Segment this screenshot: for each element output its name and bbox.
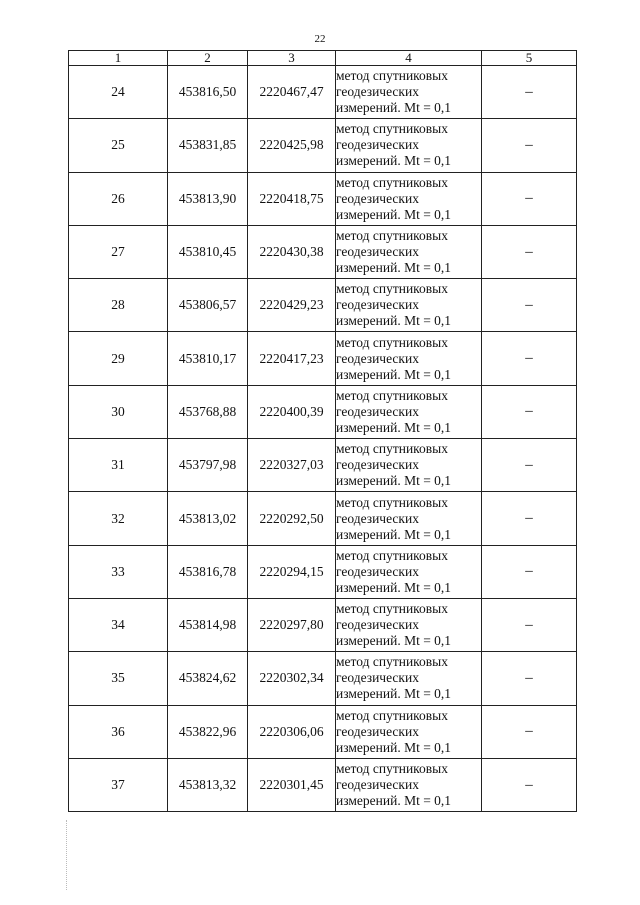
point-number-cell: 37 bbox=[69, 758, 168, 811]
table-row bbox=[69, 172, 577, 225]
method-line: геодезических bbox=[336, 244, 419, 260]
table-row bbox=[69, 332, 577, 385]
method-line: измерений. Mt = 0,1 bbox=[336, 366, 452, 382]
method-line: геодезических bbox=[336, 297, 419, 313]
column-5-cell: – bbox=[482, 705, 577, 758]
method-line: геодезических bbox=[336, 403, 419, 419]
column-5-cell: – bbox=[482, 652, 577, 705]
method-cell bbox=[336, 385, 482, 438]
table-row bbox=[69, 119, 577, 172]
table-row bbox=[69, 652, 577, 705]
method-line: геодезических bbox=[336, 350, 419, 366]
method-cell bbox=[336, 492, 482, 545]
y-coordinate-cell: 2220292,50 bbox=[248, 492, 336, 545]
point-number-cell: 24 bbox=[69, 66, 168, 119]
method-line: измерений. Mt = 0,1 bbox=[336, 313, 452, 329]
method-line: метод спутниковых bbox=[336, 441, 448, 457]
method-line: метод спутниковых bbox=[336, 601, 448, 617]
method-line: метод спутниковых bbox=[336, 68, 448, 84]
method-line: измерений. Mt = 0,1 bbox=[336, 153, 452, 169]
method-line: метод спутниковых bbox=[336, 174, 448, 190]
method-line: измерений. Mt = 0,1 bbox=[336, 419, 452, 435]
y-coordinate-cell: 2220400,39 bbox=[248, 385, 336, 438]
point-number-cell: 29 bbox=[69, 332, 168, 385]
method-line: геодезических bbox=[336, 617, 419, 633]
column-header: 5 bbox=[482, 51, 577, 66]
point-number-cell: 28 bbox=[69, 279, 168, 332]
column-5-cell: – bbox=[482, 439, 577, 492]
point-number-cell: 31 bbox=[69, 439, 168, 492]
method-line: измерений. Mt = 0,1 bbox=[336, 100, 452, 116]
column-5-cell: – bbox=[482, 545, 577, 598]
page-number: 22 bbox=[314, 33, 326, 45]
table-row bbox=[69, 545, 577, 598]
table-row bbox=[69, 492, 577, 545]
method-line: измерений. Mt = 0,1 bbox=[336, 739, 452, 755]
point-number-cell: 34 bbox=[69, 598, 168, 651]
y-coordinate-cell: 2220327,03 bbox=[248, 439, 336, 492]
y-coordinate-cell: 2220302,34 bbox=[248, 652, 336, 705]
method-cell bbox=[336, 758, 482, 811]
table-body bbox=[69, 66, 577, 812]
column-5-cell: – bbox=[482, 492, 577, 545]
scan-margin-mark bbox=[66, 820, 69, 890]
method-line: измерений. Mt = 0,1 bbox=[336, 473, 452, 489]
table-row bbox=[69, 439, 577, 492]
x-coordinate-cell: 453813,02 bbox=[168, 492, 248, 545]
point-number-cell: 32 bbox=[69, 492, 168, 545]
y-coordinate-cell: 2220306,06 bbox=[248, 705, 336, 758]
method-line: измерений. Mt = 0,1 bbox=[336, 526, 452, 542]
x-coordinate-cell: 453813,90 bbox=[168, 172, 248, 225]
x-coordinate-cell: 453768,88 bbox=[168, 385, 248, 438]
method-line: метод спутниковых bbox=[336, 547, 448, 563]
column-5-cell: – bbox=[482, 385, 577, 438]
point-number-cell: 27 bbox=[69, 225, 168, 278]
table-header-row bbox=[69, 51, 577, 66]
y-coordinate-cell: 2220425,98 bbox=[248, 119, 336, 172]
method-line: геодезических bbox=[336, 777, 419, 792]
point-number-cell: 35 bbox=[69, 652, 168, 705]
method-cell bbox=[336, 545, 482, 598]
point-number-cell: 30 bbox=[69, 385, 168, 438]
method-cell bbox=[336, 279, 482, 332]
method-cell bbox=[336, 332, 482, 385]
column-5-cell: – bbox=[482, 279, 577, 332]
column-5-cell: – bbox=[482, 66, 577, 119]
column-5-cell: – bbox=[482, 332, 577, 385]
x-coordinate-cell: 453831,85 bbox=[168, 119, 248, 172]
column-header: 2 bbox=[168, 51, 248, 66]
method-line: метод спутниковых bbox=[336, 387, 448, 403]
x-coordinate-cell: 453816,78 bbox=[168, 545, 248, 598]
method-cell bbox=[336, 66, 482, 119]
method-line: измерений. Mt = 0,1 bbox=[336, 579, 452, 595]
y-coordinate-cell: 2220301,45 bbox=[248, 758, 336, 811]
y-coordinate-cell: 2220418,75 bbox=[248, 172, 336, 225]
method-line: геодезических bbox=[336, 137, 419, 153]
x-coordinate-cell: 453810,45 bbox=[168, 225, 248, 278]
y-coordinate-cell: 2220297,80 bbox=[248, 598, 336, 651]
column-5-cell: – bbox=[482, 119, 577, 172]
method-cell bbox=[336, 652, 482, 705]
column-5-cell: – bbox=[482, 758, 577, 811]
method-cell bbox=[336, 705, 482, 758]
x-coordinate-cell: 453816,50 bbox=[168, 66, 248, 119]
column-5-cell: – bbox=[482, 225, 577, 278]
method-line: геодезических bbox=[336, 670, 419, 686]
column-header: 4 bbox=[336, 51, 482, 66]
x-coordinate-cell: 453813,32 bbox=[168, 758, 248, 811]
coordinates-table bbox=[68, 50, 577, 812]
y-coordinate-cell: 2220430,38 bbox=[248, 225, 336, 278]
x-coordinate-cell: 453814,98 bbox=[168, 598, 248, 651]
method-line: измерений. Mt = 0,1 bbox=[336, 260, 452, 276]
point-number-cell: 36 bbox=[69, 705, 168, 758]
table-row bbox=[69, 705, 577, 758]
x-coordinate-cell: 453797,98 bbox=[168, 439, 248, 492]
point-number-cell: 26 bbox=[69, 172, 168, 225]
method-line: метод спутниковых bbox=[336, 707, 448, 723]
method-line: геодезических bbox=[336, 563, 419, 579]
method-line: метод спутниковых bbox=[336, 281, 448, 297]
table-row bbox=[69, 66, 577, 119]
table-row bbox=[69, 385, 577, 438]
column-5-cell: – bbox=[482, 598, 577, 651]
method-line: измерений. Mt = 0,1 bbox=[336, 206, 452, 222]
x-coordinate-cell: 453806,57 bbox=[168, 279, 248, 332]
point-number-cell: 25 bbox=[69, 119, 168, 172]
method-cell bbox=[336, 172, 482, 225]
method-line: геодезических bbox=[336, 84, 419, 100]
column-5-cell: – bbox=[482, 172, 577, 225]
x-coordinate-cell: 453822,96 bbox=[168, 705, 248, 758]
method-cell bbox=[336, 119, 482, 172]
y-coordinate-cell: 2220294,15 bbox=[248, 545, 336, 598]
table-row bbox=[69, 279, 577, 332]
table-row bbox=[69, 758, 577, 811]
method-cell bbox=[336, 439, 482, 492]
method-line: метод спутниковых bbox=[336, 761, 448, 776]
method-line: геодезических bbox=[336, 510, 419, 526]
point-number-cell: 33 bbox=[69, 545, 168, 598]
table-row bbox=[69, 598, 577, 651]
x-coordinate-cell: 453824,62 bbox=[168, 652, 248, 705]
method-line: метод спутниковых bbox=[336, 121, 448, 137]
y-coordinate-cell: 2220417,23 bbox=[248, 332, 336, 385]
method-line: геодезических bbox=[336, 190, 419, 206]
column-header: 3 bbox=[248, 51, 336, 66]
method-cell bbox=[336, 598, 482, 651]
y-coordinate-cell: 2220429,23 bbox=[248, 279, 336, 332]
method-line: измерений. Mt = 0,1 bbox=[336, 633, 452, 649]
method-line: геодезических bbox=[336, 457, 419, 473]
method-line: метод спутниковых bbox=[336, 228, 448, 244]
method-line: геодезических bbox=[336, 723, 419, 739]
y-coordinate-cell: 2220467,47 bbox=[248, 66, 336, 119]
method-line: измерений. Mt = 0,1 bbox=[336, 793, 452, 808]
x-coordinate-cell: 453810,17 bbox=[168, 332, 248, 385]
method-line: метод спутниковых bbox=[336, 494, 448, 510]
method-line: метод спутниковых bbox=[336, 654, 448, 670]
method-line: метод спутниковых bbox=[336, 334, 448, 350]
method-cell bbox=[336, 225, 482, 278]
table-row bbox=[69, 225, 577, 278]
column-header: 1 bbox=[69, 51, 168, 66]
method-line: измерений. Mt = 0,1 bbox=[336, 686, 452, 702]
